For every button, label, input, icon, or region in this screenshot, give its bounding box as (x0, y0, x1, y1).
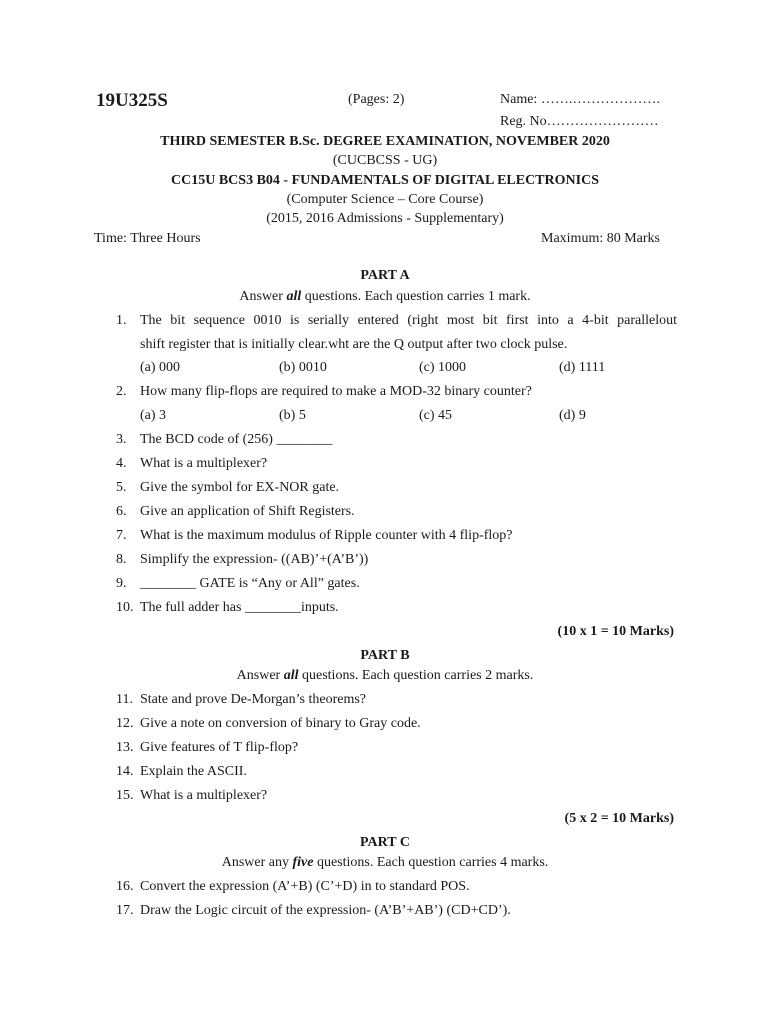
option-d: (d) 1111 (559, 360, 606, 375)
question-text: ________ GATE is “Any or All” gates. (140, 576, 360, 591)
exam-duration: Time: Three Hours (94, 231, 201, 246)
option-b: (b) 0010 (279, 360, 327, 375)
option-a: (a) 000 (140, 360, 181, 375)
question-text: Draw the Logic circuit of the expression- (A’B’+AB’) (CD+CD’). (140, 903, 511, 918)
question-text: How many flip-flops are required to make a MOD-32 binary counter? (140, 384, 532, 399)
question-number: 17. (116, 903, 134, 918)
register-number-field: Reg. No…………………… (500, 114, 659, 129)
part-a-title: PART A (360, 268, 410, 283)
instruction-emphasis: all (283, 668, 299, 683)
page-count: (Pages: 2) (348, 92, 405, 107)
instruction-text: Answer (236, 668, 284, 683)
question-text: State and prove De-Morgan’s theorems? (140, 692, 367, 707)
instruction-text: Answer any (221, 855, 293, 870)
option-a: (a) 3 (140, 408, 167, 423)
question-number: 8. (116, 552, 127, 567)
question-paper-code: 19U325S (96, 90, 168, 111)
question-number: 7. (116, 528, 127, 543)
course-title: CC15U BCS3 B04 - FUNDAMENTALS OF DIGITAL ELECTRONICS (171, 173, 599, 188)
instruction-text: questions. Each question carries 4 marks. (313, 855, 549, 870)
part-c-instructions (0, 855, 770, 871)
question-text: The full adder has ________inputs. (140, 600, 339, 615)
question-number: 9. (116, 576, 127, 591)
question-number: 10. (116, 600, 134, 615)
question-text: The bit sequence 0010 is serially entered (right most bit first into a 4-bit parallelout (140, 313, 677, 328)
question-number: 12. (116, 716, 134, 731)
question-text: Give an application of Shift Registers. (140, 504, 355, 519)
option-c: (c) 1000 (419, 360, 467, 375)
exam-title: THIRD SEMESTER B.Sc. DEGREE EXAMINATION, NOVEMBER 2020 (160, 134, 610, 149)
instruction-text: Answer (239, 289, 287, 304)
part-b-marks: (5 x 2 = 10 Marks) (564, 811, 674, 826)
part-a-instructions (0, 289, 770, 305)
question-text: Give a note on conversion of binary to Gray code. (140, 716, 421, 731)
question-text: Give the symbol for EX-NOR gate. (140, 480, 340, 495)
question-text: Convert the expression (A’+B) (C’+D) in to standard POS. (140, 879, 470, 894)
question-number: 14. (116, 764, 134, 779)
question-number: 15. (116, 788, 134, 803)
question-text: The BCD code of (256) ________ (140, 432, 333, 447)
question-number: 4. (116, 456, 127, 471)
question-number: 13. (116, 740, 134, 755)
question-text: What is a multiplexer? (140, 456, 268, 471)
question-number: 2. (116, 384, 127, 399)
instruction-emphasis: all (286, 289, 302, 304)
option-b: (b) 5 (279, 408, 306, 423)
question-number: 5. (116, 480, 127, 495)
maximum-marks: Maximum: 80 Marks (541, 231, 660, 246)
instruction-text: questions. Each question carries 2 marks. (298, 668, 534, 683)
question-text: What is a multiplexer? (140, 788, 268, 803)
question-text: Give features of T flip-flop? (140, 740, 299, 755)
question-number: 11. (116, 692, 133, 707)
question-text: Explain the ASCII. (140, 764, 247, 779)
instruction-emphasis: five (292, 855, 314, 870)
instruction-text: questions. Each question carries 1 mark. (301, 289, 531, 304)
part-b-instructions (0, 668, 770, 684)
question-text: Simplify the expression- ((AB)’+(A’B’)) (140, 552, 369, 567)
question-number: 6. (116, 504, 127, 519)
candidate-name-field: Name: …….………………. (500, 92, 660, 107)
question-number: 1. (116, 313, 127, 328)
part-c-title: PART C (360, 835, 410, 850)
part-a-marks: (10 x 1 = 10 Marks) (557, 624, 674, 639)
part-b-title: PART B (360, 648, 410, 663)
option-c: (c) 45 (419, 408, 453, 423)
question-number: 3. (116, 432, 127, 447)
question-text: What is the maximum modulus of Ripple counter with 4 flip-flop? (140, 528, 513, 543)
question-text-continued: shift register that is initially clear.wht are the Q output after two clock pulse. (140, 337, 568, 352)
admissions: (2015, 2016 Admissions - Supplementary) (266, 211, 504, 226)
scheme: (CUCBCSS - UG) (332, 153, 438, 168)
question-number: 16. (116, 879, 134, 894)
course-stream: (Computer Science – Core Course) (286, 192, 484, 207)
option-d: (d) 9 (559, 408, 586, 423)
